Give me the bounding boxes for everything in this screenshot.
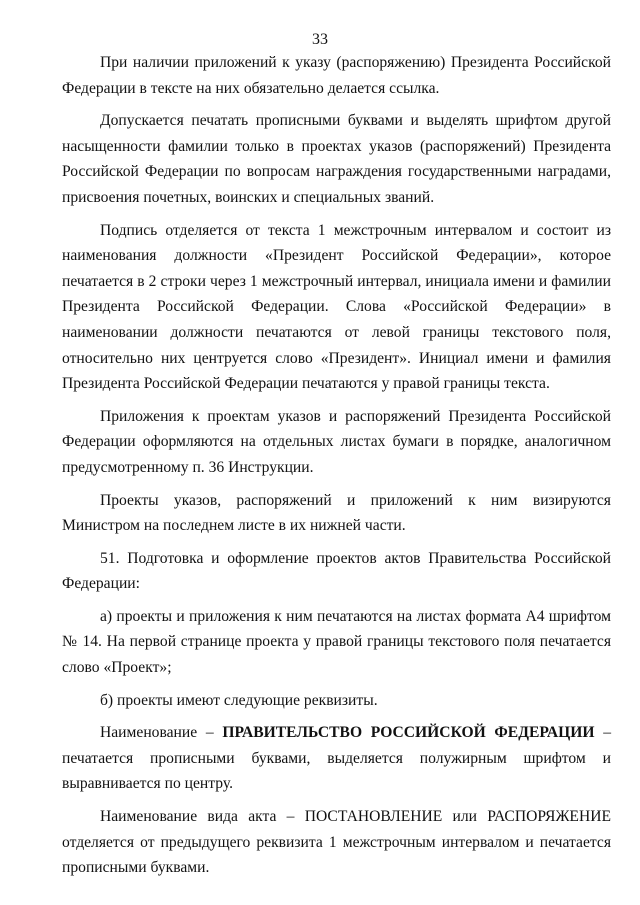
paragraph-uppercase-surnames: Допускается печатать прописными буквами и выделять шрифтом другой насыщенности фамилии только в проектах указов (распоряжений) Президента Российской Федерации по вопросам награждения государственными наградами, присвоения почетных, воинских и специальных званий. <box>62 112 611 206</box>
government-name-tail: – печатается прописными буквами, выделяется полужирным шрифтом и выравнивается по центру. <box>62 724 612 793</box>
government-name-lead: Наименование – <box>100 724 223 742</box>
paragraph-item-a: а) проекты и приложения к ним печатаются на листах формата А4 шрифтом № 14. На первой странице проекта у правой границы текстового поля печатается слово «Проект»; <box>62 607 611 677</box>
government-name-bold: ПРАВИТЕЛЬСТВО РОССИЙСКОЙ ФЕДЕРАЦИИ <box>222 724 595 742</box>
document-body <box>62 50 611 888</box>
page-number: 33 <box>312 31 328 48</box>
paragraph-signature: Подпись отделяется от текста 1 межстрочным интервалом и состоит из наименования должности «Президент Российской Федерации», которое печатается в 2 строки через 1 межстрочный интервал, инициала имени и фамилии Президента Российской Федерации. Слова «Российской Федерации» в наименовании должности печатаются от левой границы текстового поля, относительно них центруется слово «Президент». Инициал имени и фамилия Президента Российской Федерации печатаются у правой границы текста. <box>62 221 611 393</box>
paragraph-appendix-layout: Приложения к проектам указов и распоряжений Президента Российской Федерации оформляются на отдельных листах бумаги в порядке, аналогичном предусмотренному п. 36 Инструкции. <box>62 407 611 476</box>
paragraph-section-51: 51. Подготовка и оформление проектов актов Правительства Российской Федерации: <box>62 549 611 593</box>
paragraph-endorsement: Проекты указов, распоряжений и приложений к ним визируются Министром на последнем листе в их нижней части. <box>62 491 611 535</box>
paragraph-government-name <box>62 720 611 797</box>
paragraph-act-type: Наименование вида акта – ПОСТАНОВЛЕНИЕ или РАСПОРЯЖЕНИЕ отделяется от предыдущего реквизита 1 межстрочным интервалом и печатается прописными буквами. <box>62 808 611 877</box>
paragraph-appendix-reference: При наличии приложений к указу (распоряжению) Президента Российской Федерации в тексте на них обязательно делается ссылка. <box>62 54 611 97</box>
paragraph-item-b: б) проекты имеют следующие реквизиты. <box>100 691 378 709</box>
